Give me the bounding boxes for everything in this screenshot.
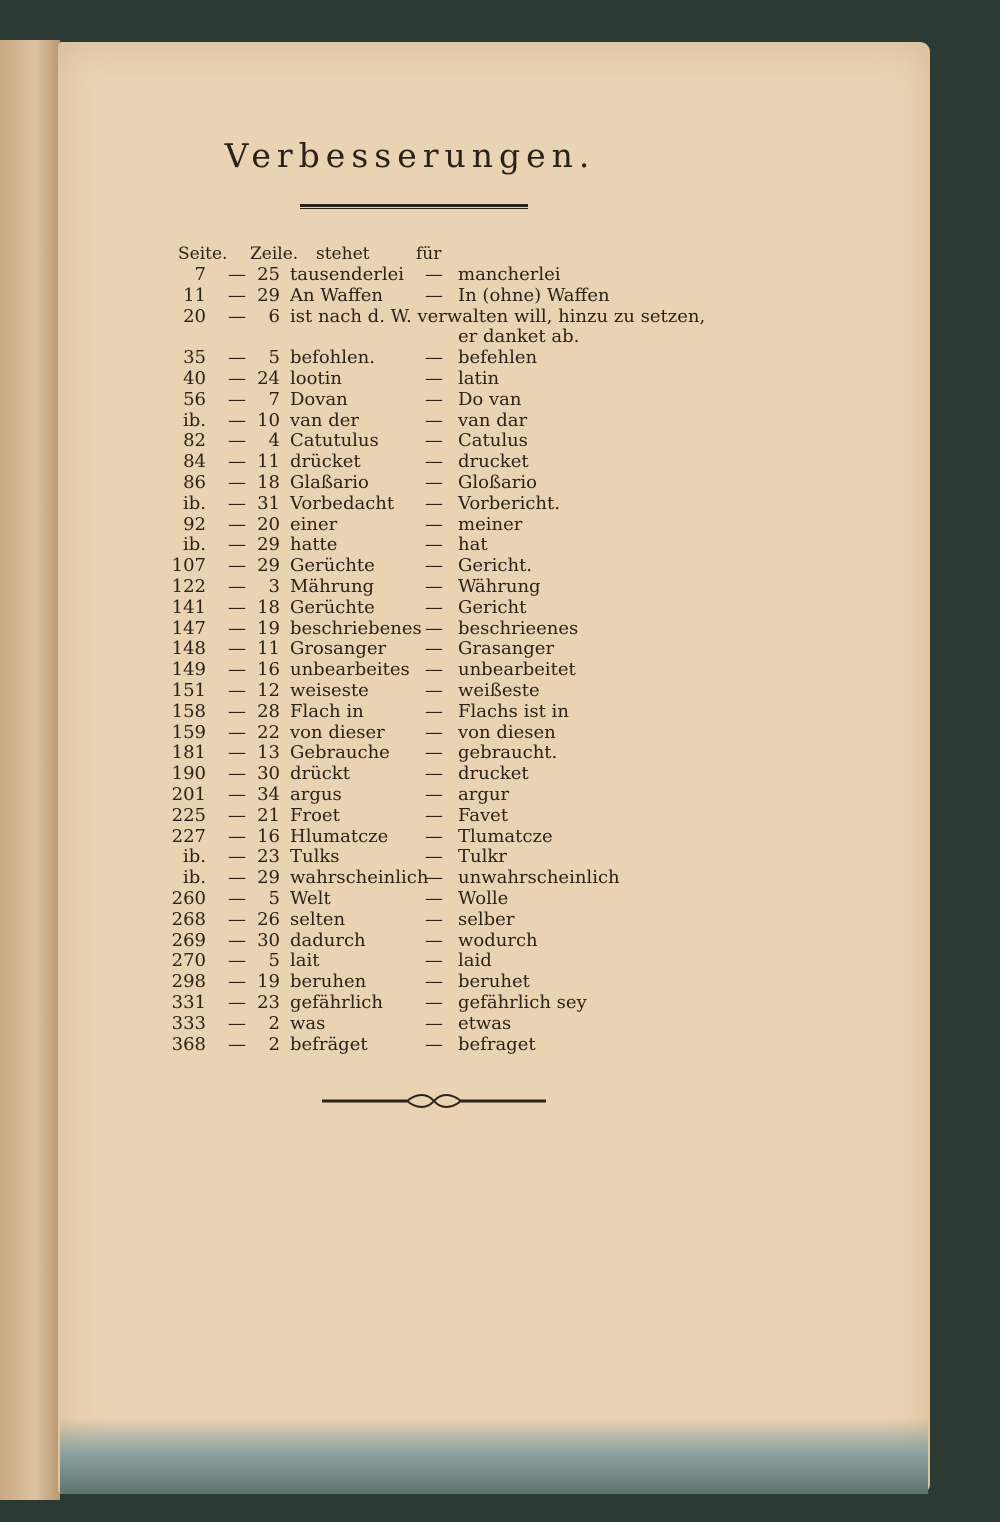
errata-right: von diesen: [458, 721, 556, 743]
errata-page: ib.: [182, 867, 206, 889]
errata-dash: —: [228, 846, 246, 868]
title-rule: [300, 204, 528, 209]
errata-dash: —: [228, 888, 246, 909]
errata-line: 7: [268, 388, 280, 410]
errata-dash: —: [228, 742, 246, 764]
errata-dash: —: [425, 950, 443, 972]
errata-line: 29: [257, 867, 280, 889]
header-page: Seite.: [178, 244, 228, 264]
errata-right: befraget: [458, 1033, 536, 1055]
errata-wrong: hatte: [290, 534, 338, 556]
errata-row: [0, 722, 900, 744]
errata-row: [0, 638, 900, 660]
header-line: Zeile.: [250, 244, 299, 264]
errata-dash: —: [425, 908, 443, 930]
errata-page: ib.: [182, 846, 206, 868]
errata-right: hat: [458, 534, 488, 556]
errata-dash: —: [228, 284, 246, 306]
errata-wrong: Gerüchte: [290, 555, 375, 577]
errata-page: 201: [171, 784, 206, 805]
errata-wrong: lootin: [290, 368, 343, 389]
errata-page: 82: [183, 430, 206, 452]
errata-row: [0, 846, 900, 868]
errata-dash: —: [228, 368, 246, 389]
errata-line: 30: [257, 763, 280, 785]
errata-dash: —: [425, 451, 443, 473]
errata-dash: —: [228, 908, 246, 930]
errata-row: [0, 763, 900, 785]
errata-wrong: ist nach d. W. verwalten will, hinzu zu setzen,: [290, 305, 706, 327]
errata-page: 190: [171, 763, 206, 785]
errata-page: 158: [171, 700, 206, 722]
errata-dash: —: [228, 867, 246, 889]
errata-right: In (ohne) Waffen: [458, 284, 610, 306]
errata-right: meiner: [458, 513, 523, 535]
errata-dash: —: [228, 659, 246, 681]
errata-dash: —: [228, 451, 246, 473]
errata-right: gebraucht.: [458, 742, 558, 764]
errata-dash: —: [228, 804, 246, 826]
errata-dash: —: [228, 929, 246, 951]
errata-dash: —: [425, 846, 443, 868]
errata-right: Wolle: [458, 888, 509, 909]
errata-row: [0, 680, 900, 702]
errata-line: 31: [257, 492, 280, 514]
errata-page: 122: [171, 576, 206, 597]
errata-right: gefährlich sey: [458, 992, 587, 1013]
errata-dash: —: [425, 596, 443, 618]
errata-row: [0, 1034, 900, 1056]
errata-right: mancherlei: [458, 264, 561, 285]
errata-wrong: An Waffen: [290, 284, 384, 306]
errata-page: 269: [171, 929, 206, 951]
errata-page: 107: [171, 555, 206, 577]
errata-dash: —: [425, 555, 443, 577]
errata-row: [0, 742, 900, 764]
errata-line: 24: [257, 368, 280, 389]
errata-dash: —: [228, 721, 246, 743]
errata-right: unbearbeitet: [458, 659, 576, 681]
errata-line: 29: [257, 555, 280, 577]
errata-line: 11: [257, 638, 280, 660]
errata-page: 159: [171, 721, 206, 743]
errata-row: [0, 451, 900, 473]
errata-right: Flachs ist in: [458, 700, 569, 722]
errata-line: 10: [257, 409, 280, 431]
errata-wrong: gefährlich: [290, 992, 383, 1013]
errata-line: 4: [268, 430, 280, 452]
errata-page: 35: [183, 347, 206, 369]
errata-right: Gericht.: [458, 555, 533, 577]
errata-right: Vorbericht.: [458, 492, 560, 514]
errata-dash: —: [425, 388, 443, 410]
errata-right: etwas: [458, 1012, 512, 1034]
errata-right: Tlumatcze: [458, 825, 553, 847]
errata-wrong: dadurch: [290, 929, 366, 951]
errata-dash: —: [228, 596, 246, 618]
errata-dash: —: [425, 513, 443, 535]
errata-page: 368: [171, 1033, 206, 1055]
errata-wrong: drücket: [290, 451, 361, 473]
errata-dash: —: [228, 763, 246, 785]
errata-dash: —: [228, 513, 246, 535]
errata-dash: —: [425, 784, 443, 805]
errata-row: [0, 701, 900, 723]
errata-dash: —: [425, 867, 443, 889]
errata-dash: —: [425, 825, 443, 847]
errata-wrong: unbearbeites: [290, 659, 410, 681]
errata-wrong: Glaßario: [290, 472, 369, 493]
errata-wrong: Dovan: [290, 388, 348, 410]
errata-wrong: selten: [290, 908, 346, 930]
errata-wrong: Catutulus: [290, 430, 379, 452]
errata-dash: —: [425, 700, 443, 722]
errata-dash: —: [425, 492, 443, 514]
errata-page: 333: [171, 1012, 206, 1034]
errata-row: [0, 389, 900, 411]
errata-dash: —: [228, 534, 246, 556]
errata-line: 11: [257, 451, 280, 473]
end-ornament: [322, 1090, 546, 1112]
errata-row: [0, 534, 900, 556]
errata-dash: —: [228, 617, 246, 639]
errata-dash: —: [228, 347, 246, 369]
errata-page: 84: [183, 451, 206, 473]
errata-line: 16: [257, 659, 280, 681]
errata-right: weißeste: [458, 680, 540, 701]
errata-right: Catulus: [458, 430, 528, 452]
errata-dash: —: [425, 409, 443, 431]
errata-right: Do van: [458, 388, 522, 410]
errata-row: [0, 992, 900, 1014]
errata-wrong: lait: [290, 950, 320, 972]
errata-dash: —: [228, 492, 246, 514]
errata-right: befehlen: [458, 347, 538, 369]
errata-right: Gericht: [458, 596, 527, 618]
errata-page: 7: [194, 264, 206, 285]
page-title: Verbesserungen.: [224, 136, 596, 175]
errata-row: [0, 909, 900, 931]
errata-line: 23: [257, 846, 280, 868]
errata-page: 298: [171, 971, 206, 993]
errata-dash: —: [228, 825, 246, 847]
errata-row: [0, 950, 900, 972]
errata-row: [0, 659, 900, 681]
errata-wrong: tausenderlei: [290, 264, 404, 285]
errata-right: selber: [458, 908, 515, 930]
errata-right: argur: [458, 784, 510, 805]
errata-row: [0, 805, 900, 827]
errata-right: Grasanger: [458, 638, 555, 660]
errata-page: 148: [171, 638, 206, 660]
errata-line: 21: [257, 804, 280, 826]
errata-right: Tulkr: [458, 846, 507, 868]
errata-dash: —: [425, 534, 443, 556]
errata-dash: —: [425, 721, 443, 743]
errata-wrong: beruhen: [290, 971, 367, 993]
errata-wrong: befohlen.: [290, 347, 375, 369]
errata-line: 29: [257, 284, 280, 306]
errata-dash: —: [425, 430, 443, 452]
errata-row: [0, 410, 900, 432]
errata-line: 20: [257, 513, 280, 535]
errata-row: [0, 264, 900, 286]
errata-dash: —: [425, 971, 443, 993]
errata-line: 28: [257, 700, 280, 722]
errata-row: [0, 368, 900, 390]
errata-page: 260: [171, 888, 206, 909]
errata-right: drucket: [458, 763, 529, 785]
errata-page: 92: [183, 513, 206, 535]
errata-row: [0, 326, 900, 348]
errata-row: [0, 867, 900, 889]
errata-wrong: was: [290, 1012, 326, 1034]
errata-page: 225: [171, 804, 206, 826]
errata-right: beschrieenes: [458, 617, 579, 639]
errata-line: 29: [257, 534, 280, 556]
errata-line: 18: [257, 596, 280, 618]
errata-dash: —: [425, 659, 443, 681]
errata-dash: —: [228, 992, 246, 1013]
errata-right: van dar: [458, 409, 528, 431]
errata-line: 22: [257, 721, 280, 743]
errata-dash: —: [425, 763, 443, 785]
errata-line: 12: [257, 680, 280, 701]
errata-wrong: argus: [290, 784, 342, 805]
errata-line: 30: [257, 929, 280, 951]
errata-row: [0, 826, 900, 848]
errata-dash: —: [228, 971, 246, 993]
errata-wrong: weiseste: [290, 680, 369, 701]
errata-wrong: Hlumatcze: [290, 825, 389, 847]
errata-dash: —: [228, 638, 246, 660]
errata-wrong: drückt: [290, 763, 350, 785]
errata-dash: —: [425, 472, 443, 493]
errata-page: 331: [171, 992, 206, 1013]
errata-dash: —: [425, 347, 443, 369]
errata-dash: —: [228, 555, 246, 577]
errata-line: 19: [257, 971, 280, 993]
errata-row: [0, 930, 900, 952]
errata-wrong: Gerüchte: [290, 596, 375, 618]
errata-line: 5: [268, 950, 280, 972]
errata-wrong: Froet: [290, 804, 340, 826]
errata-dash: —: [425, 680, 443, 701]
errata-line: 13: [257, 742, 280, 764]
errata-dash: —: [425, 284, 443, 306]
errata-row: [0, 430, 900, 452]
errata-wrong: wahrscheinlich: [290, 867, 429, 889]
errata-wrong: beschriebenes: [290, 617, 422, 639]
errata-page: 40: [183, 368, 206, 389]
errata-row: [0, 597, 900, 619]
errata-dash: —: [228, 305, 246, 327]
errata-wrong: Tulks: [290, 846, 340, 868]
errata-dash: —: [425, 992, 443, 1013]
errata-wrong: van der: [290, 409, 359, 431]
errata-dash: —: [228, 1033, 246, 1055]
errata-dash: —: [425, 576, 443, 597]
errata-wrong: Mährung: [290, 576, 375, 597]
errata-dash: —: [228, 1012, 246, 1034]
errata-row: [0, 347, 900, 369]
errata-line: 2: [268, 1012, 280, 1034]
errata-wrong: Gebrauche: [290, 742, 390, 764]
errata-page: 147: [171, 617, 206, 639]
errata-right: drucket: [458, 451, 529, 473]
errata-line: 25: [257, 264, 280, 285]
errata-line: 5: [268, 888, 280, 909]
errata-wrong: Welt: [290, 888, 331, 909]
errata-dash: —: [228, 409, 246, 431]
errata-wrong: Flach in: [290, 700, 364, 722]
errata-dash: —: [228, 700, 246, 722]
errata-line: 19: [257, 617, 280, 639]
errata-line: 26: [257, 908, 280, 930]
errata-right: er danket ab.: [458, 326, 580, 348]
errata-dash: —: [228, 950, 246, 972]
errata-line: 6: [268, 305, 280, 327]
errata-dash: —: [425, 1033, 443, 1055]
errata-page: ib.: [182, 492, 206, 514]
errata-right: Währung: [458, 576, 541, 597]
errata-dash: —: [425, 804, 443, 826]
errata-page: ib.: [182, 534, 206, 556]
errata-line: 34: [257, 784, 280, 805]
errata-right: latin: [458, 368, 500, 389]
errata-dash: —: [425, 638, 443, 660]
errata-line: 23: [257, 992, 280, 1013]
errata-dash: —: [228, 430, 246, 452]
errata-line: 16: [257, 825, 280, 847]
errata-page: 149: [171, 659, 206, 681]
errata-row: [0, 493, 900, 515]
errata-dash: —: [228, 388, 246, 410]
errata-page: 181: [171, 742, 206, 764]
errata-page: 227: [171, 825, 206, 847]
header-right: für: [416, 244, 442, 264]
errata-row: [0, 888, 900, 910]
errata-line: 3: [268, 576, 280, 597]
errata-dash: —: [228, 264, 246, 285]
errata-right: Favet: [458, 804, 509, 826]
errata-dash: —: [425, 929, 443, 951]
header-wrong: stehet: [316, 244, 370, 264]
errata-row: [0, 971, 900, 993]
errata-dash: —: [425, 368, 443, 389]
errata-row: [0, 514, 900, 536]
errata-wrong: befräget: [290, 1033, 368, 1055]
errata-line: 18: [257, 472, 280, 493]
errata-right: beruhet: [458, 971, 530, 993]
errata-dash: —: [425, 617, 443, 639]
errata-dash: —: [425, 1012, 443, 1034]
errata-page: 268: [171, 908, 206, 930]
errata-wrong: von dieser: [290, 721, 385, 743]
errata-row: [0, 1013, 900, 1035]
errata-line: 2: [268, 1033, 280, 1055]
errata-dash: —: [425, 742, 443, 764]
errata-dash: —: [228, 680, 246, 701]
errata-row: [0, 618, 900, 640]
errata-row: [0, 555, 900, 577]
errata-page: 151: [171, 680, 206, 701]
errata-wrong: einer: [290, 513, 338, 535]
errata-dash: —: [228, 576, 246, 597]
errata-page: 141: [171, 596, 206, 618]
errata-right: Gloßario: [458, 472, 537, 493]
errata-wrong: Grosanger: [290, 638, 387, 660]
errata-row: [0, 784, 900, 806]
errata-page: ib.: [182, 409, 206, 431]
errata-page: 11: [183, 284, 206, 306]
errata-row: [0, 472, 900, 494]
errata-right: wodurch: [458, 929, 538, 951]
errata-page: 86: [183, 472, 206, 493]
errata-line: 5: [268, 347, 280, 369]
errata-dash: —: [425, 264, 443, 285]
errata-dash: —: [228, 472, 246, 493]
errata-row: [0, 306, 900, 328]
errata-right: laid: [458, 950, 492, 972]
errata-dash: —: [425, 888, 443, 909]
errata-page: 270: [171, 950, 206, 972]
errata-row: [0, 576, 900, 598]
errata-page: 56: [183, 388, 206, 410]
errata-wrong: Vorbedacht: [290, 492, 395, 514]
errata-right: unwahrscheinlich: [458, 867, 620, 889]
errata-dash: —: [228, 784, 246, 805]
page-bottom-wear: [60, 1418, 928, 1494]
errata-row: [0, 285, 900, 307]
errata-page: 20: [183, 305, 206, 327]
